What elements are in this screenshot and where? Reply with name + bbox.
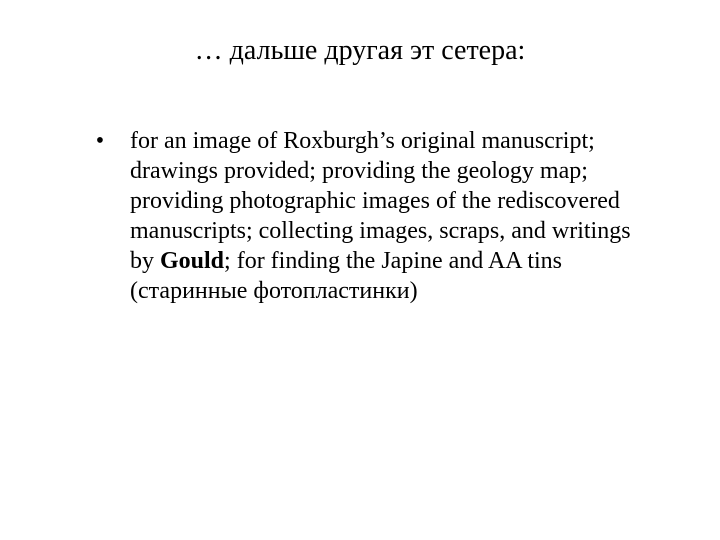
bullet-text-part-2: ; for finding the Japine and AA tins (старинные фотопластинки)	[130, 248, 562, 304]
slide-title: … дальше другая эт сетера:	[194, 35, 526, 66]
bullet-item	[90, 126, 650, 306]
bullet-list	[90, 126, 650, 306]
bullet-marker: •	[95, 128, 105, 154]
bullet-text-part-1: for an image of Roxburgh’s original manuscript; drawings provided; providing the geology map; providing photographic images of the rediscovered manuscripts; collecting images, scraps, and writings by	[130, 128, 631, 274]
bullet-text-bold-name: Gould	[160, 248, 225, 274]
bullet-text	[130, 128, 631, 304]
